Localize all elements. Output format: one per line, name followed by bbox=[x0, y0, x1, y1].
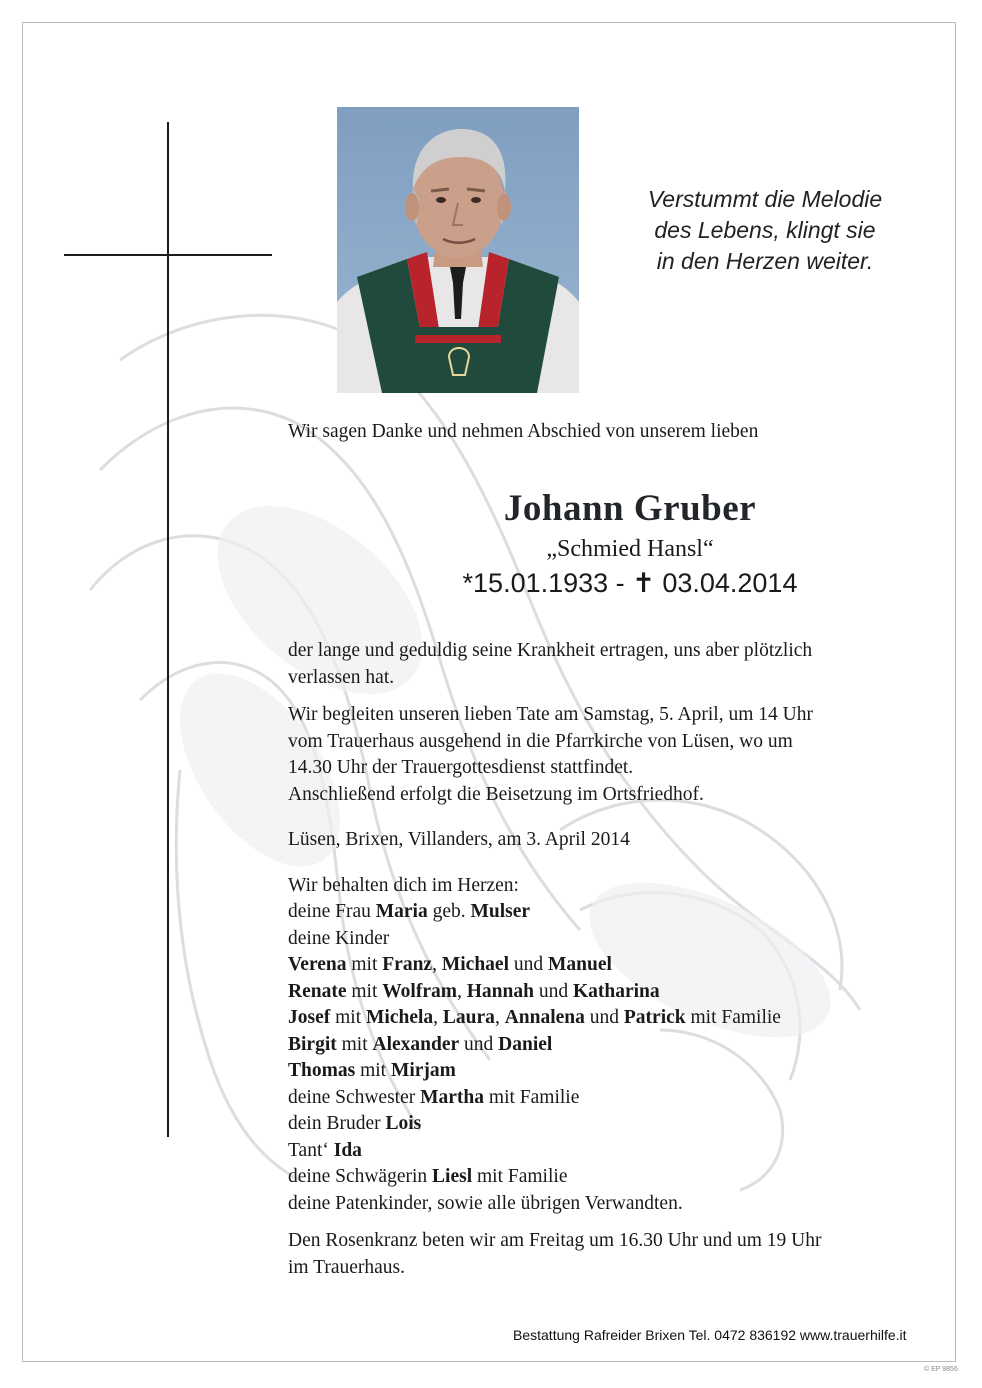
mourner-children-label: deine Kinder bbox=[288, 927, 390, 949]
deceased-nickname: „Schmied Hansl“ bbox=[546, 536, 714, 562]
notice-body bbox=[288, 638, 928, 1281]
text-line: vom Trauerhaus ausgehend in die Pfarrkirche von Lüsen, wo um bbox=[288, 730, 793, 752]
place-date: Lüsen, Brixen, Villanders, am 3. April 2014 bbox=[288, 829, 630, 850]
mourner-family: Josef mit Michela, Laura, Annalena und Patrick mit Familie bbox=[288, 1007, 781, 1028]
quote-line: Verstummt die Melodie bbox=[647, 186, 883, 212]
rosary-notice: im Trauerhaus. bbox=[288, 1256, 405, 1278]
mourner-brother: dein Bruder Lois bbox=[288, 1113, 422, 1134]
mourners-heading: Wir behalten dich im Herzen: bbox=[288, 874, 519, 896]
rosary-notice: Den Rosenkranz beten wir am Freitag um 16.30 Uhr und um 19 Uhr bbox=[288, 1230, 822, 1251]
memorial-quote bbox=[600, 184, 930, 277]
farewell-intro: Wir sagen Danke und nehmen Abschied von unserem lieben bbox=[288, 421, 759, 442]
mourner-closing: deine Patenkinder, sowie alle übrigen Verwandten. bbox=[288, 1192, 683, 1214]
print-code: © EP 9856 bbox=[924, 1366, 958, 1373]
mourner-family: Renate mit Wolfram, Hannah und Katharina bbox=[288, 980, 660, 1002]
deceased-name: Johann Gruber bbox=[503, 488, 757, 529]
cross-horizontal-bar bbox=[64, 254, 272, 256]
portrait-photo bbox=[337, 107, 579, 393]
quote-line: des Lebens, klingt sie bbox=[654, 217, 876, 243]
mourner-family: Verena mit Franz, Michael und Manuel bbox=[288, 954, 612, 975]
life-dates bbox=[380, 568, 880, 599]
death-cross-icon: ✝ bbox=[632, 568, 655, 598]
text-line: der lange und geduldig seine Krankheit ertragen, uns aber plötzlich bbox=[288, 640, 813, 661]
quote-line: in den Herzen weiter. bbox=[656, 248, 874, 274]
text-line: Anschließend erfolgt die Beisetzung im Ortsfriedhof. bbox=[288, 783, 704, 805]
mourner-wife: deine Frau Maria geb. Mulser bbox=[288, 901, 531, 922]
mourner-sister: deine Schwester Martha mit Familie bbox=[288, 1086, 580, 1108]
birth-date: *15.01.1933 - bbox=[462, 568, 625, 598]
mourner-aunt: Tant‘ Ida bbox=[288, 1139, 362, 1161]
cross-vertical-bar bbox=[167, 122, 169, 1137]
funeral-home-footer: Bestattung Rafreider Brixen Tel. 0472 836192 www.trauerhilfe.it bbox=[513, 1327, 907, 1343]
mourner-sister-in-law: deine Schwägerin Liesl mit Familie bbox=[288, 1166, 568, 1187]
text-line: 14.30 Uhr der Trauergottesdienst stattfindet. bbox=[288, 757, 634, 778]
text-line: Wir begleiten unseren lieben Tate am Samstag, 5. April, um 14 Uhr bbox=[288, 704, 813, 725]
text-line: verlassen hat. bbox=[288, 666, 395, 688]
death-date: 03.04.2014 bbox=[662, 568, 798, 598]
mourner-family: Thomas mit Mirjam bbox=[288, 1060, 456, 1081]
mourner-family: Birgit mit Alexander und Daniel bbox=[288, 1033, 553, 1055]
